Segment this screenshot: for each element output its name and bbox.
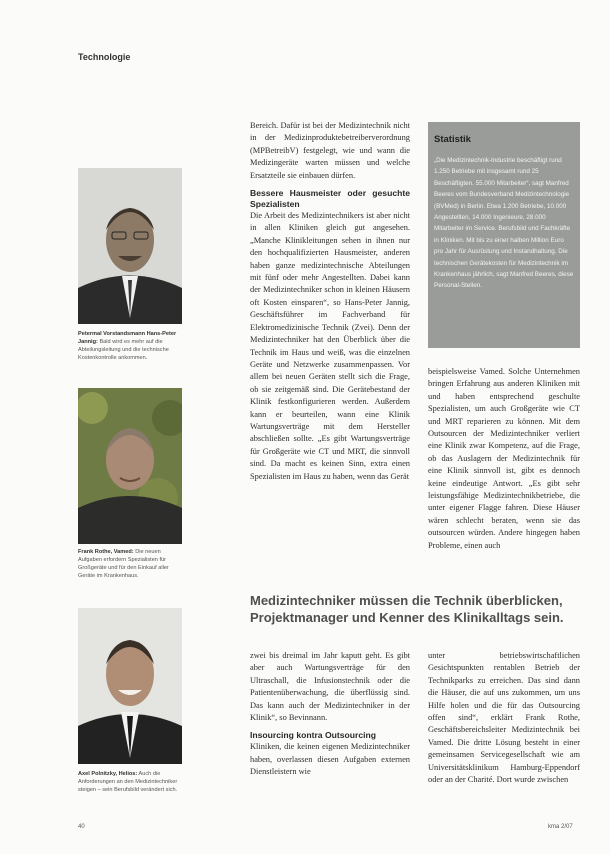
photo-caption-2 <box>78 548 184 580</box>
body-paragraph: Die Arbeit des Medizintechnikers ist aber nicht in allen Kliniken gleich gut angesehen. „Manche Klinikleitungen sehen in ihnen nur den hochqualifizierten Hausmeister, anderen haben ganze medizintechnische Abteilungen mit fünf oder mehr Angestellten. Dabei kann der Medizintechniker schon in kleinen Häusern oft Kosten einsparen“, so Hans-Peter Jannig, Geschäftsführer im Fachverband für Elektromedizinische Technik (Zvei). Denn der Medizintechniker hat den Überblick über die Technik im Haus und weiß, was die einzelnen Geräte und Netzwerke zusammenpassen. Vor allem bei neuen Geräten stellt sich die Frage, ob sie zeitgemäß sind. Die Gerätebestand der Klinik festkonfigurieren werden. Außerdem kann er beurteilen, wann eine Klinik Wartungsverträge mit dem Hersteller abschließen sollte. „Es gibt Wartungsverträge für Großgeräte wie CT und MRT, die sinnvoll sind. Da macht es keinen Sinn, extra einen Spezialisten im Haus zu haben, wenn das Gerät <box>250 211 410 481</box>
statistics-box <box>428 122 580 348</box>
article-column-right-bottom <box>428 650 580 820</box>
body-paragraph: Kliniken, die keinen eigenen Medizintechniker haben, overlassen diesen Aufgaben externen Dienstleistern wie <box>250 742 410 777</box>
body-paragraph: zwei bis dreimal im Jahr kaputt geht. Es gibt aber auch Wartungsverträge für den Ultraschall, die Infusionstechnik oder die Patientenüberwachung, die überflüssig sind. Das kann auch der Medizintechniker in der Klinik“, so Bevinnann. <box>250 651 410 723</box>
subheading: Insourcing kontra Outsourcing <box>250 730 377 741</box>
caption-text: Auch die Anforderungen an den Medizintechniker steigen – sein Berufsbild verändert sich. <box>78 771 178 793</box>
photo-caption-3 <box>78 770 184 794</box>
article-column-right <box>428 366 580 580</box>
caption-name: Axel Polnitzky, Helios: <box>78 771 138 777</box>
body-paragraph: unter betriebswirtschaftlichen Gesichtspunkten rentablen Betrieb der Technikparks zu erreichen. Das sind dann die Häuser, die auf uns zukommen, um uns Hilfe holen und die für das Outsourcing offen sind“, erklärt Frank Rothe, Geschäftsbereichsleiter Medizintechnik bei Vamed. Die dritte Lösung besteht in einer gemeinsamen Servicegesellschaft wie am Universitätsklinikum Hamburg-Eppendorf oder an der Charité. Dort wurde zwischen <box>428 651 580 785</box>
statistics-text: „Die Medizintechnik-Industrie beschäftigt rund 1.250 Betriebe mit insgesamt rund 25 Beschäftigten. 55.000 Mitarbeiter“, sagt Manfred Beeres vom Bundesverband Medizintechnologie (BVMed) in Berlin. Etwa 1.200 Betriebe, 10.000 Angestellten, 14.000 Ingenieure, 28.000 Mitarbeiter im Service. Berufsbild und Fachkräfte in Kliniken. Mit bis zu einer halben Million Euro pro Jahr für Ausrüstung und Instandhaltung. Die technischen Gerätekosten für Medizintechnik im Krankenhaus jährlich, sagt Manfred Beeres, diese Personal-Stellen. <box>434 157 574 290</box>
section-label: Technologie <box>78 52 131 62</box>
portrait-photo-polnitzky <box>78 608 182 764</box>
pull-quote: Medizintechniker müssen die Technik überblicken, Projektmanager und Kenner des Klinikalltags sein. <box>250 593 564 625</box>
caption-text: Bald wird es mehr auf die Abteilungsleitung und die technische Kostenkontrolle ankommen. <box>78 339 169 361</box>
portrait-photo-jannig <box>78 168 182 324</box>
caption-name: Petermal Vorstandsmann Hans-Peter Jannig: <box>78 331 177 345</box>
article-column-middle-bottom <box>250 650 410 820</box>
portrait-photo-rothe <box>78 388 182 544</box>
page-number: 40 <box>78 824 85 830</box>
article-column-middle <box>250 120 410 580</box>
subheading: Bessere Hausmeister oder gesuchte Spezialisten <box>250 188 410 210</box>
photo-caption-1 <box>78 330 184 362</box>
statistics-title: Statistik <box>434 134 471 145</box>
body-paragraph: beispielsweise Vamed. Solche Unternehmen bringen Erfahrung aus anderen Kliniken mit und haben entsprechend geschulte Spezialisten, um auch Großgeräte wie CT und MRT reparieren zu können. Mit dem Outsourcen der Medizintechniker verliert eine Klinik zwar Kompetenz, auf die Frage, ob das Auslagern der Medizintechnik für eine Klinik sinnvoll ist, gibt es dennoch keine eindeutige Antwort. „Es gibt sehr leistungsfähige Medizintechnikbetriebe, die unter eigener Flagge fahren. Diese Häuser wären schlecht beraten, wenn sie das outsourcen würden. Andere hingegen haben Probleme, einen auch <box>428 367 580 550</box>
caption-text: Die neuen Aufgaben erfordern Spezialisten für Großgeräte und für den Einkauf aller Geräte im Krankenhaus. <box>78 549 169 579</box>
caption-name: Frank Rothe, Vamed: <box>78 549 134 555</box>
issue-label: kma 2/07 <box>548 824 573 830</box>
body-paragraph: Bereich. Dafür ist bei der Medizintechnik nicht in der Medizinproduktebetreiberverordnung (MPBetreibV) festgelegt, wie und wann die Medizingeräte warten müssen und welche Ersatzteile sie einbauen dürfen. <box>250 121 410 180</box>
